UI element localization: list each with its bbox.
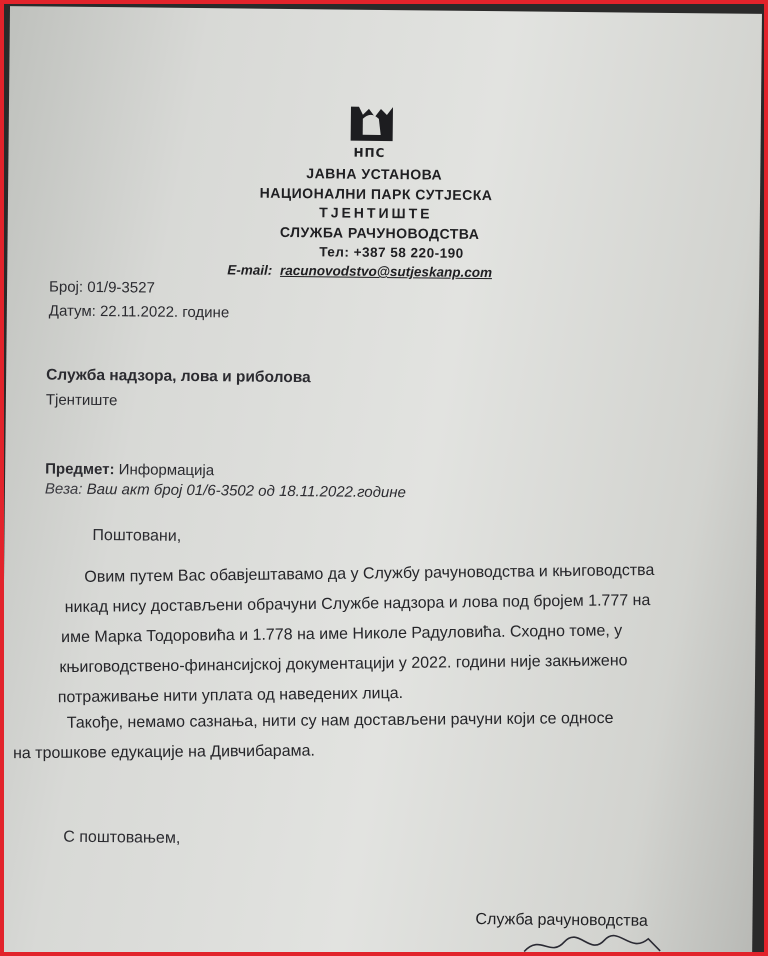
paragraph-1 bbox=[57, 556, 656, 713]
institution-type: ЈАВНА УСТАНОВА bbox=[306, 165, 443, 183]
recipient-name: Служба надзора, лова и риболова bbox=[46, 366, 311, 387]
department-name: СЛУЖБА РАЧУНОВОДСТВА bbox=[279, 223, 480, 242]
recipient-place: Тјентиште bbox=[45, 391, 118, 410]
document-number: Број: 01/9-3527 bbox=[48, 278, 155, 297]
paragraph-2-line: на трошкове едукације на Дивчибарама. bbox=[12, 742, 315, 763]
closing: С поштовањем, bbox=[63, 828, 181, 847]
paragraph-2-line: Такође, немамо сазнања, нити су нам достављени рачуни који се односе bbox=[66, 709, 614, 732]
paragraph-1-line: потраживање нити уплата од наведених лица. bbox=[57, 684, 404, 707]
reference-value: Ваш акт број 01/6-3502 од 18.11.2022.године bbox=[86, 480, 407, 502]
paragraph-1-line: Овим путем Вас обавјештавамо да у Службу рачуноводства и књиговодства bbox=[84, 561, 655, 586]
email-label: E-mail: bbox=[227, 262, 273, 278]
subject-label: Предмет: bbox=[45, 460, 115, 479]
handwritten-signature bbox=[520, 929, 670, 956]
paragraph-2 bbox=[12, 704, 614, 769]
signature-department: Служба рачуноводства bbox=[475, 910, 648, 930]
subject-value: Информација bbox=[118, 461, 215, 480]
phone-number: Тел: +387 58 220-190 bbox=[319, 244, 464, 261]
salutation: Поштовани, bbox=[92, 526, 182, 545]
logo-abbreviation: НПС bbox=[353, 145, 386, 161]
reference-line bbox=[45, 480, 406, 501]
paragraph-1-line: никад нису достављени обрачуни Службе надзора и лова под бројем 1.777 на bbox=[64, 591, 651, 617]
email-line bbox=[227, 262, 492, 280]
document-date: Датум: 22.11.2022. године bbox=[48, 302, 230, 322]
park-logo bbox=[349, 105, 395, 143]
paragraph-1-line: књиговодствено-финансијској документацији у 2022. години није закњижено bbox=[59, 652, 628, 677]
reference-label: Веза: bbox=[44, 480, 83, 498]
letter-page bbox=[0, 6, 762, 956]
institution-place: ТЈЕНТИШТЕ bbox=[319, 204, 433, 222]
institution-name: НАЦИОНАЛНИ ПАРК СУТЈЕСКА bbox=[259, 184, 493, 204]
subject-line bbox=[45, 460, 214, 479]
email-address: racunovodstvo@sutjeskanp.com bbox=[279, 262, 493, 281]
paragraph-1-line: име Марка Тодоровића и 1.778 на име Николе Радуловића. Сходно томе, у bbox=[61, 622, 623, 647]
